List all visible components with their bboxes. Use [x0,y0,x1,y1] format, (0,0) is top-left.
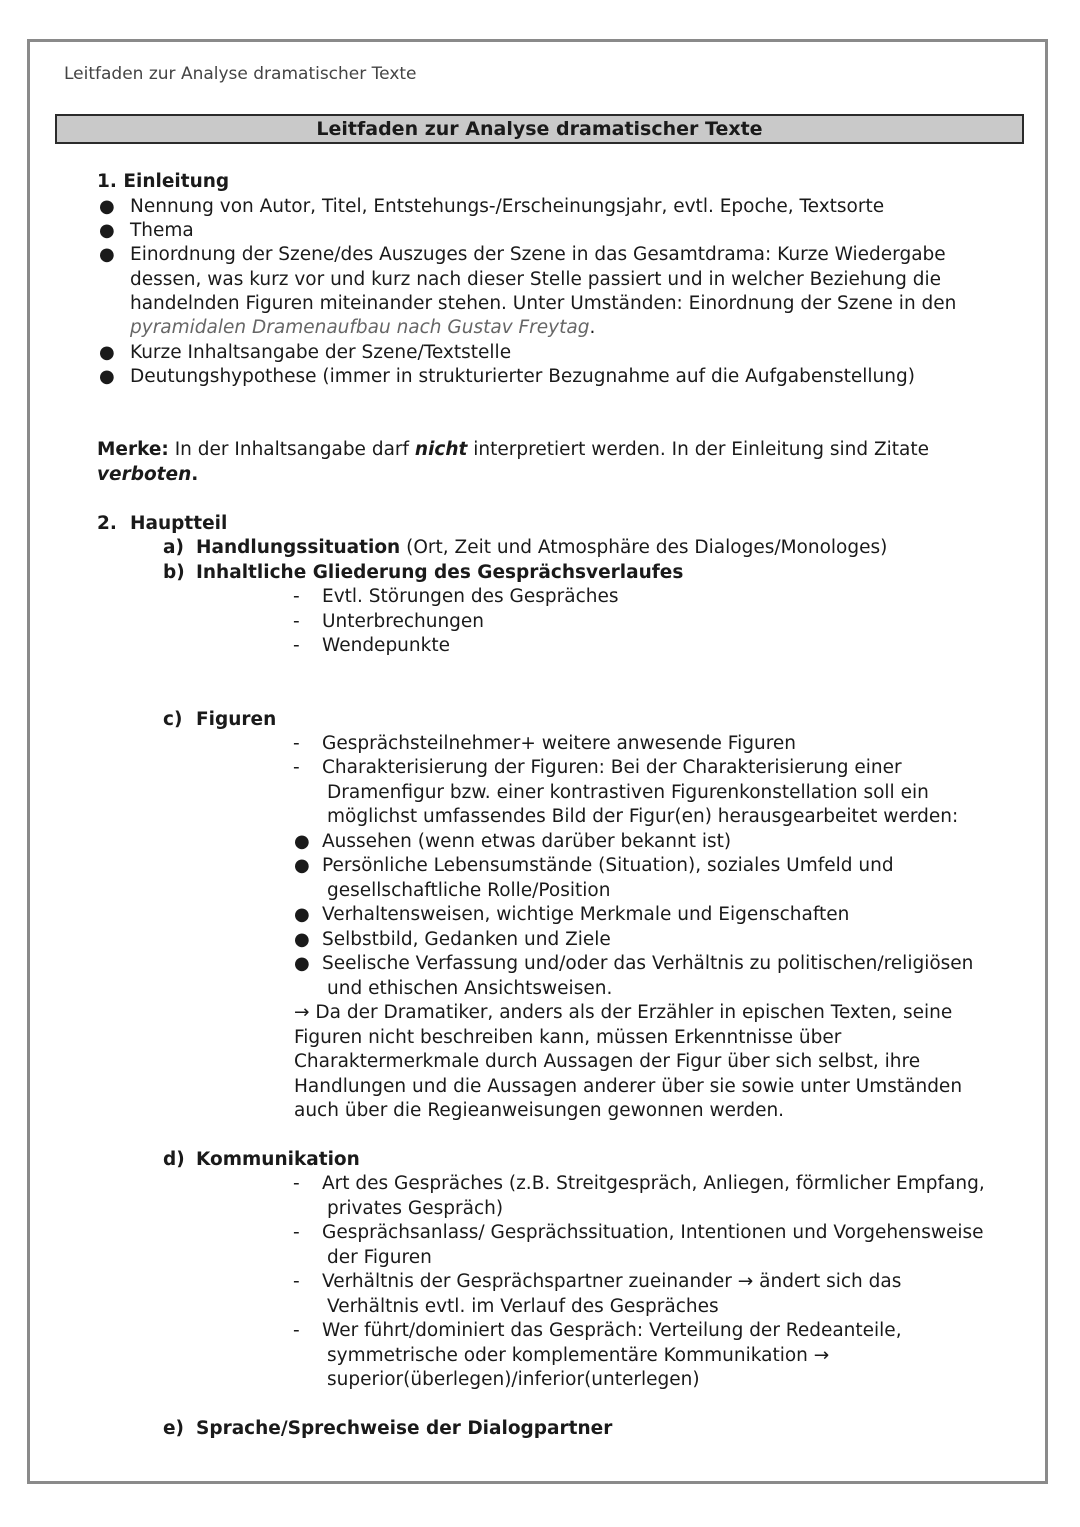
list-item: Seelische Verfassung und/oder das Verhältnis zu politischen/religiösen [322,953,974,974]
note-line: Handlungen und die Aussagen anderer über sie sowie unter Umständen [294,1076,963,1097]
list-item-cont: symmetrische oder komplementäre Kommunikation → [327,1345,830,1366]
dash-icon: - [293,635,300,656]
bullet-icon: ● [99,366,115,387]
list-item: Verhältnis der Gesprächspartner zueinander → ändert sich das [322,1271,902,1292]
dash-icon: - [293,757,300,778]
list-item: Nennung von Autor, Titel, Entstehungs-/Erscheinungsjahr, evtl. Epoche, Textsorte [130,196,885,217]
list-item: Thema [130,220,194,241]
sub-a-rest: (Ort, Zeit und Atmosphäre des Dialoges/Monologes) [400,537,888,558]
list-item-cont: der Figuren [327,1247,432,1268]
document-title: Leitfaden zur Analyse dramatischer Texte [55,114,1024,144]
dash-icon: - [293,586,300,607]
list-item: Wer führt/dominiert das Gespräch: Verteilung der Redeanteile, [322,1320,902,1341]
bullet-icon: ● [294,831,310,852]
bullet-icon: ● [99,196,115,217]
merke-emphasis: nicht [414,439,468,460]
list-item-cont: gesellschaftliche Rolle/Position [327,880,611,901]
list-item-cont: und ethischen Ansichtsweisen. [327,978,613,999]
freytag-end: . [589,317,596,338]
list-item: Persönliche Lebensumstände (Situation), soziales Umfeld und [322,855,894,876]
dash-icon: - [293,1320,300,1341]
list-item: Selbstbild, Gedanken und Ziele [322,929,611,950]
note-line: → Da der Dramatiker, anders als der Erzähler in epischen Texten, seine [294,1002,953,1023]
list-item-cont: Verhältnis evtl. im Verlauf des Gespräches [327,1296,719,1317]
merke-text: In der Inhaltsangabe darf [168,439,415,460]
sub-c-title: Figuren [196,709,277,730]
section-1-heading: 1. Einleitung [97,171,230,192]
bullet-icon: ● [294,904,310,925]
merke-label: Merke: [97,439,169,460]
freytag-text: pyramidalen Dramenaufbau nach Gustav Freytag [130,317,590,338]
list-item: Evtl. Störungen des Gespräches [322,586,619,607]
dash-icon: - [293,611,300,632]
sub-a-label: a) [163,537,184,558]
list-item: Kurze Inhaltsangabe der Szene/Textstelle [130,342,512,363]
merke-note [97,438,929,462]
merke-text: interpretiert werden. In der Einleitung sind Zitate [467,439,930,460]
sub-b-label: b) [163,562,185,583]
sub-a-title [196,536,887,560]
list-item-cont: Dramenfigur bzw. einer kontrastiven Figurenkonstellation soll ein [327,782,929,803]
list-item: Aussehen (wenn etwas darüber bekannt ist) [322,831,732,852]
list-item-cont: handelnden Figuren miteinander stehen. Unter Umständen: Einordnung der Szene in den [130,293,957,314]
list-item: Charakterisierung der Figuren: Bei der Charakterisierung einer [322,757,902,778]
sub-a-title-bold: Handlungssituation [196,537,401,558]
sub-e-title: Sprache/Sprechweise der Dialogpartner [196,1418,613,1439]
list-item-cont: superior(überlegen)/inferior(unterlegen) [327,1369,700,1390]
list-item-cont: möglichst umfassendes Bild der Figur(en) herausgearbeitet werden: [327,806,959,827]
note-line: Figuren nicht beschreiben kann, müssen Erkenntnisse über [294,1027,842,1048]
list-item: Wendepunkte [322,635,450,656]
bullet-icon: ● [99,342,115,363]
list-item: Einordnung der Szene/des Auszuges der Szene in das Gesamtdrama: Kurze Wiedergabe [130,244,946,265]
merke-note-cont [97,463,198,487]
list-item: Deutungshypothese (immer in strukturierter Bezugnahme auf die Aufgabenstellung) [130,366,915,387]
bullet-icon: ● [99,220,115,241]
freytag-reference [130,316,595,340]
dash-icon: - [293,1271,300,1292]
dash-icon: - [293,1173,300,1194]
bullet-icon: ● [294,929,310,950]
merke-end: . [191,464,199,485]
bullet-icon: ● [294,855,310,876]
bullet-icon: ● [294,953,310,974]
list-item: Verhaltensweisen, wichtige Merkmale und Eigenschaften [322,904,850,925]
merke-emphasis: verboten [97,464,192,485]
section-2-heading: Hauptteil [130,513,228,534]
sub-d-title: Kommunikation [196,1149,360,1170]
sub-b-title: Inhaltliche Gliederung des Gesprächsverlaufes [196,562,684,583]
list-item-cont: privates Gespräch) [327,1198,504,1219]
note-line: auch über die Regieanweisungen gewonnen werden. [294,1100,785,1121]
section-2-number: 2. [97,513,117,534]
sub-c-label: c) [163,709,183,730]
list-item: Gesprächsanlass/ Gesprächssituation, Intentionen und Vorgehensweise [322,1222,984,1243]
bullet-icon: ● [99,244,115,265]
sub-e-label: e) [163,1418,185,1439]
list-item: Gesprächsteilnehmer+ weitere anwesende Figuren [322,733,796,754]
list-item: Art des Gespräches (z.B. Streitgespräch, Anliegen, förmlicher Empfang, [322,1173,985,1194]
list-item-cont: dessen, was kurz vor und kurz nach dieser Stelle passiert und in welcher Beziehung die [130,269,941,290]
note-line: Charaktermerkmale durch Aussagen der Figur über sich selbst, ihre [294,1051,921,1072]
dash-icon: - [293,1222,300,1243]
list-item: Unterbrechungen [322,611,485,632]
sub-d-label: d) [163,1149,185,1170]
dash-icon: - [293,733,300,754]
page-header: Leitfaden zur Analyse dramatischer Texte [64,64,417,84]
